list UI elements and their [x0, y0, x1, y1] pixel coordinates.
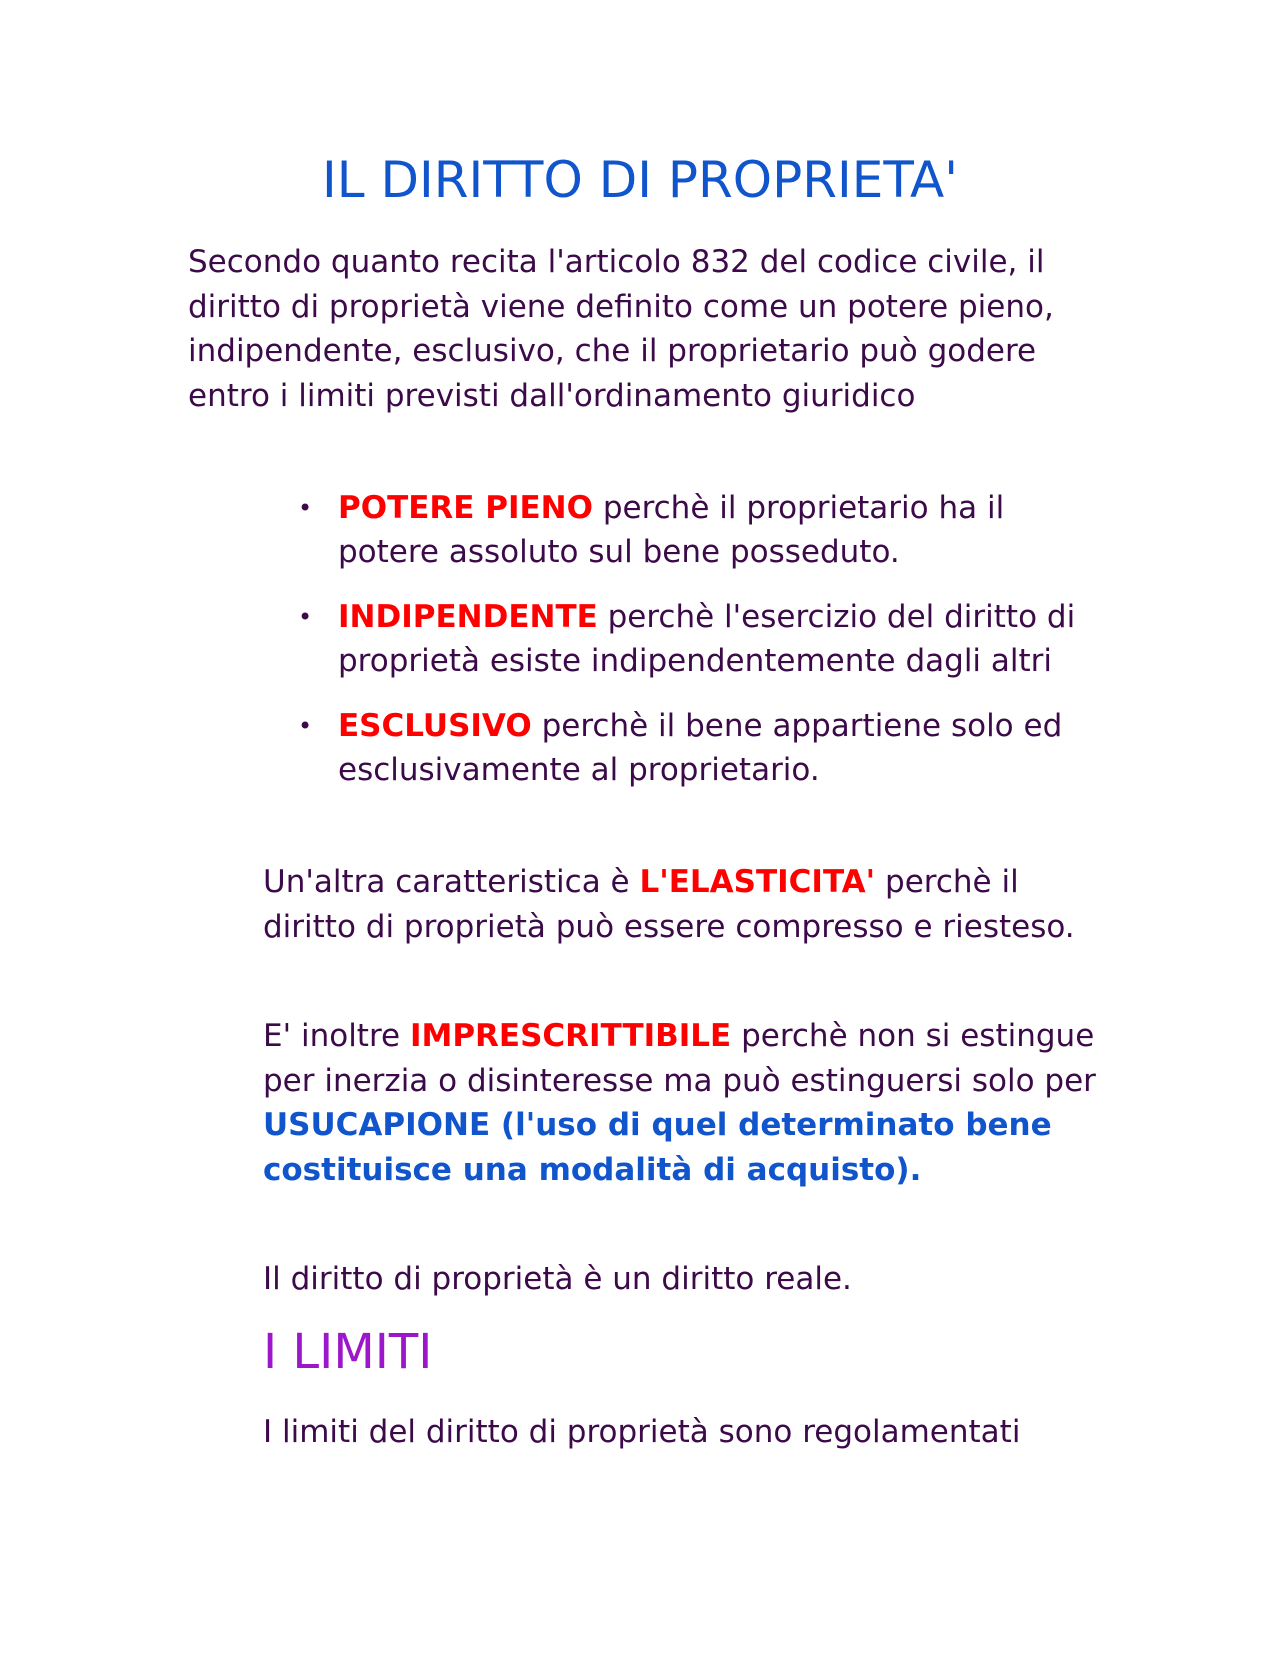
- bullet-icon: •: [298, 712, 313, 740]
- bullet-text: perchè l'esercizio del diritto di proprietà esiste indipendentemente dagli altri: [338, 599, 1076, 679]
- list-item: [298, 704, 1098, 792]
- bullet-icon: •: [298, 494, 313, 522]
- imprescrittibile-before: E' inoltre: [263, 1018, 410, 1054]
- term-indipendente: INDIPENDENTE: [338, 599, 598, 635]
- imprescrittibile-paragraph: [263, 1014, 1103, 1192]
- bullet-icon: •: [298, 603, 313, 631]
- elasticita-paragraph: [263, 860, 1103, 949]
- bullet-text: perchè il bene appartiene solo ed esclusivamente al proprietario.: [338, 708, 1063, 788]
- limiti-paragraph: I limiti del diritto di proprietà sono regolamentati: [263, 1414, 1021, 1450]
- elasticita-before: Un'altra caratteristica è: [263, 864, 640, 900]
- term-usucapione: USUCAPIONE (l'uso di quel determinato bene costituisce una modalità di acquisto).: [263, 1107, 1052, 1188]
- term-elasticita: L'ELASTICITA': [639, 864, 876, 900]
- page-title: IL DIRITTO DI PROPRIETA': [322, 151, 958, 209]
- diritto-reale-paragraph: Il diritto di proprietà è un diritto reale.: [263, 1261, 852, 1297]
- elasticita-after: perchè il diritto di proprietà può essere compresso e riesteso.: [263, 864, 1075, 945]
- list-item: [298, 486, 1098, 574]
- term-potere-pieno: POTERE PIENO: [338, 490, 593, 526]
- term-imprescrittibile: IMPRESCRITTIBILE: [409, 1018, 732, 1054]
- limiti-heading: I LIMITI: [263, 1324, 433, 1380]
- bullet-text: perchè il proprietario ha il potere assoluto sul bene posseduto.: [338, 490, 1005, 570]
- intro-paragraph: Secondo quanto recita l'articolo 832 del codice civile, il diritto di proprietà viene definito come un potere pieno, indipendente, esclusivo, che il proprietario può godere entro i limiti previsti dall'ordinamento giuridico: [188, 244, 1054, 414]
- characteristics-list: [298, 486, 1098, 813]
- imprescrittibile-middle: perchè non si estingue per inerzia o disinteresse ma può estinguersi solo per: [263, 1018, 1096, 1099]
- list-item: [298, 595, 1098, 683]
- term-esclusivo: ESCLUSIVO: [338, 708, 532, 744]
